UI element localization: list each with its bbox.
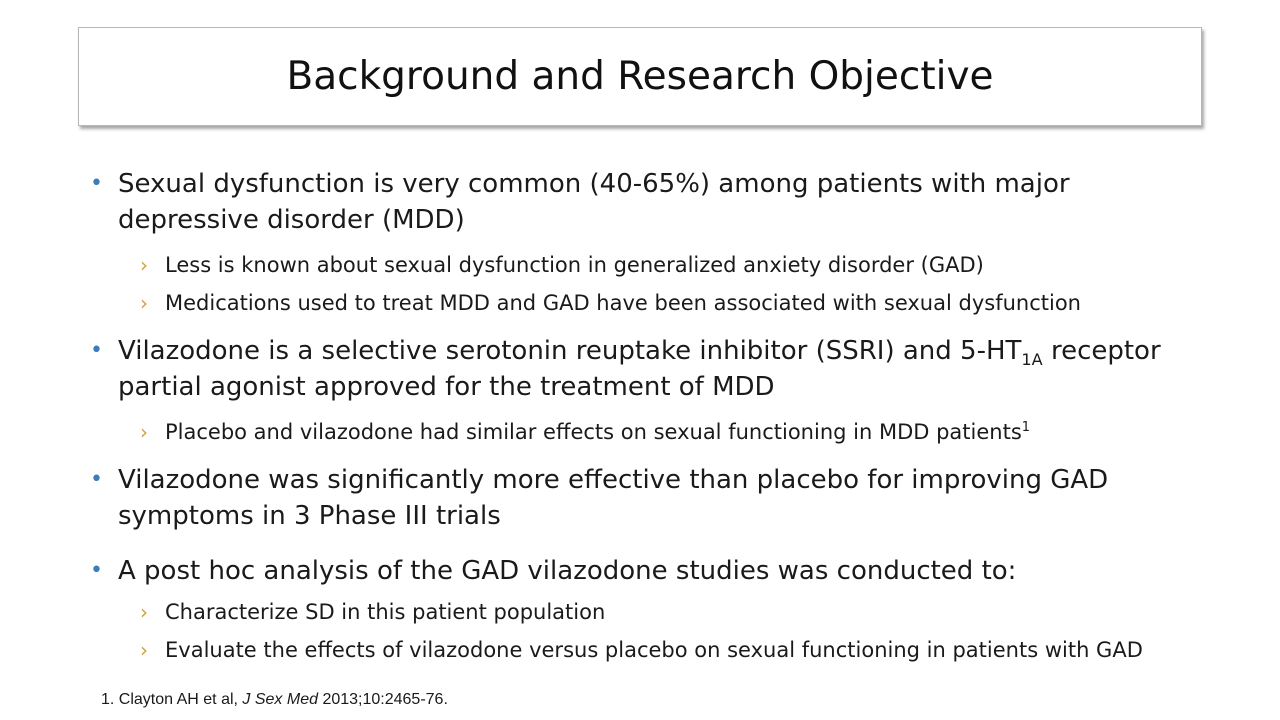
- bullet-dot-icon: •: [90, 338, 103, 363]
- bullet-4-text: A post hoc analysis of the GAD vilazodone studies was conducted to:: [118, 556, 1017, 586]
- bullet-dot-icon: •: [90, 171, 103, 196]
- bullet-dot-icon: •: [90, 467, 103, 492]
- sub-bullet-1-2-text: Medications used to treat MDD and GAD have been associated with sexual dysfunction: [165, 291, 1081, 315]
- slide-title: Background and Research Objective: [286, 54, 994, 99]
- chevron-right-icon: ›: [140, 600, 148, 624]
- bullet-2-text-after: receptor partial agonist approved for the treatment of MDD: [118, 336, 1161, 402]
- bullet-1-text: Sexual dysfunction is very common (40-65%) among patients with major depressive disorder (MDD): [118, 169, 1070, 235]
- sub-bullet-2-1-body: Placebo and vilazodone had similar effects on sexual functioning in MDD patients: [165, 420, 1022, 444]
- title-box: [78, 27, 1202, 126]
- sub-bullet-2-1-text: [165, 417, 1030, 447]
- chevron-right-icon: ›: [140, 638, 148, 662]
- footnote-journal: J Sex Med: [242, 691, 318, 708]
- footnote-suffix: 2013;10:2465-76.: [318, 691, 448, 708]
- chevron-right-icon: ›: [140, 420, 148, 444]
- bullet-3-text: Vilazodone was significantly more effective than placebo for improving GAD symptoms in 3 Phase III trials: [118, 465, 1109, 531]
- footnote: [101, 688, 448, 712]
- sub-bullet-1-1-text: Less is known about sexual dysfunction in generalized anxiety disorder (GAD): [165, 253, 984, 277]
- chevron-right-icon: ›: [140, 253, 148, 277]
- sub-bullet-4-2-text: Evaluate the effects of vilazodone versus placebo on sexual functioning in patients with GAD: [165, 638, 1143, 662]
- bullet-dot-icon: •: [90, 558, 103, 583]
- bullet-2-subscript: 1A: [1021, 350, 1043, 370]
- footnote-prefix: 1. Clayton AH et al,: [101, 691, 243, 708]
- chevron-right-icon: ›: [140, 291, 148, 315]
- sub-bullet-4-1-text: Characterize SD in this patient population: [165, 600, 606, 624]
- bullet-2-text-before: Vilazodone is a selective serotonin reuptake inhibitor (SSRI) and 5-HT: [118, 336, 1022, 366]
- footnote-ref-1: 1: [1021, 420, 1031, 435]
- bullet-2-text: [118, 333, 1188, 405]
